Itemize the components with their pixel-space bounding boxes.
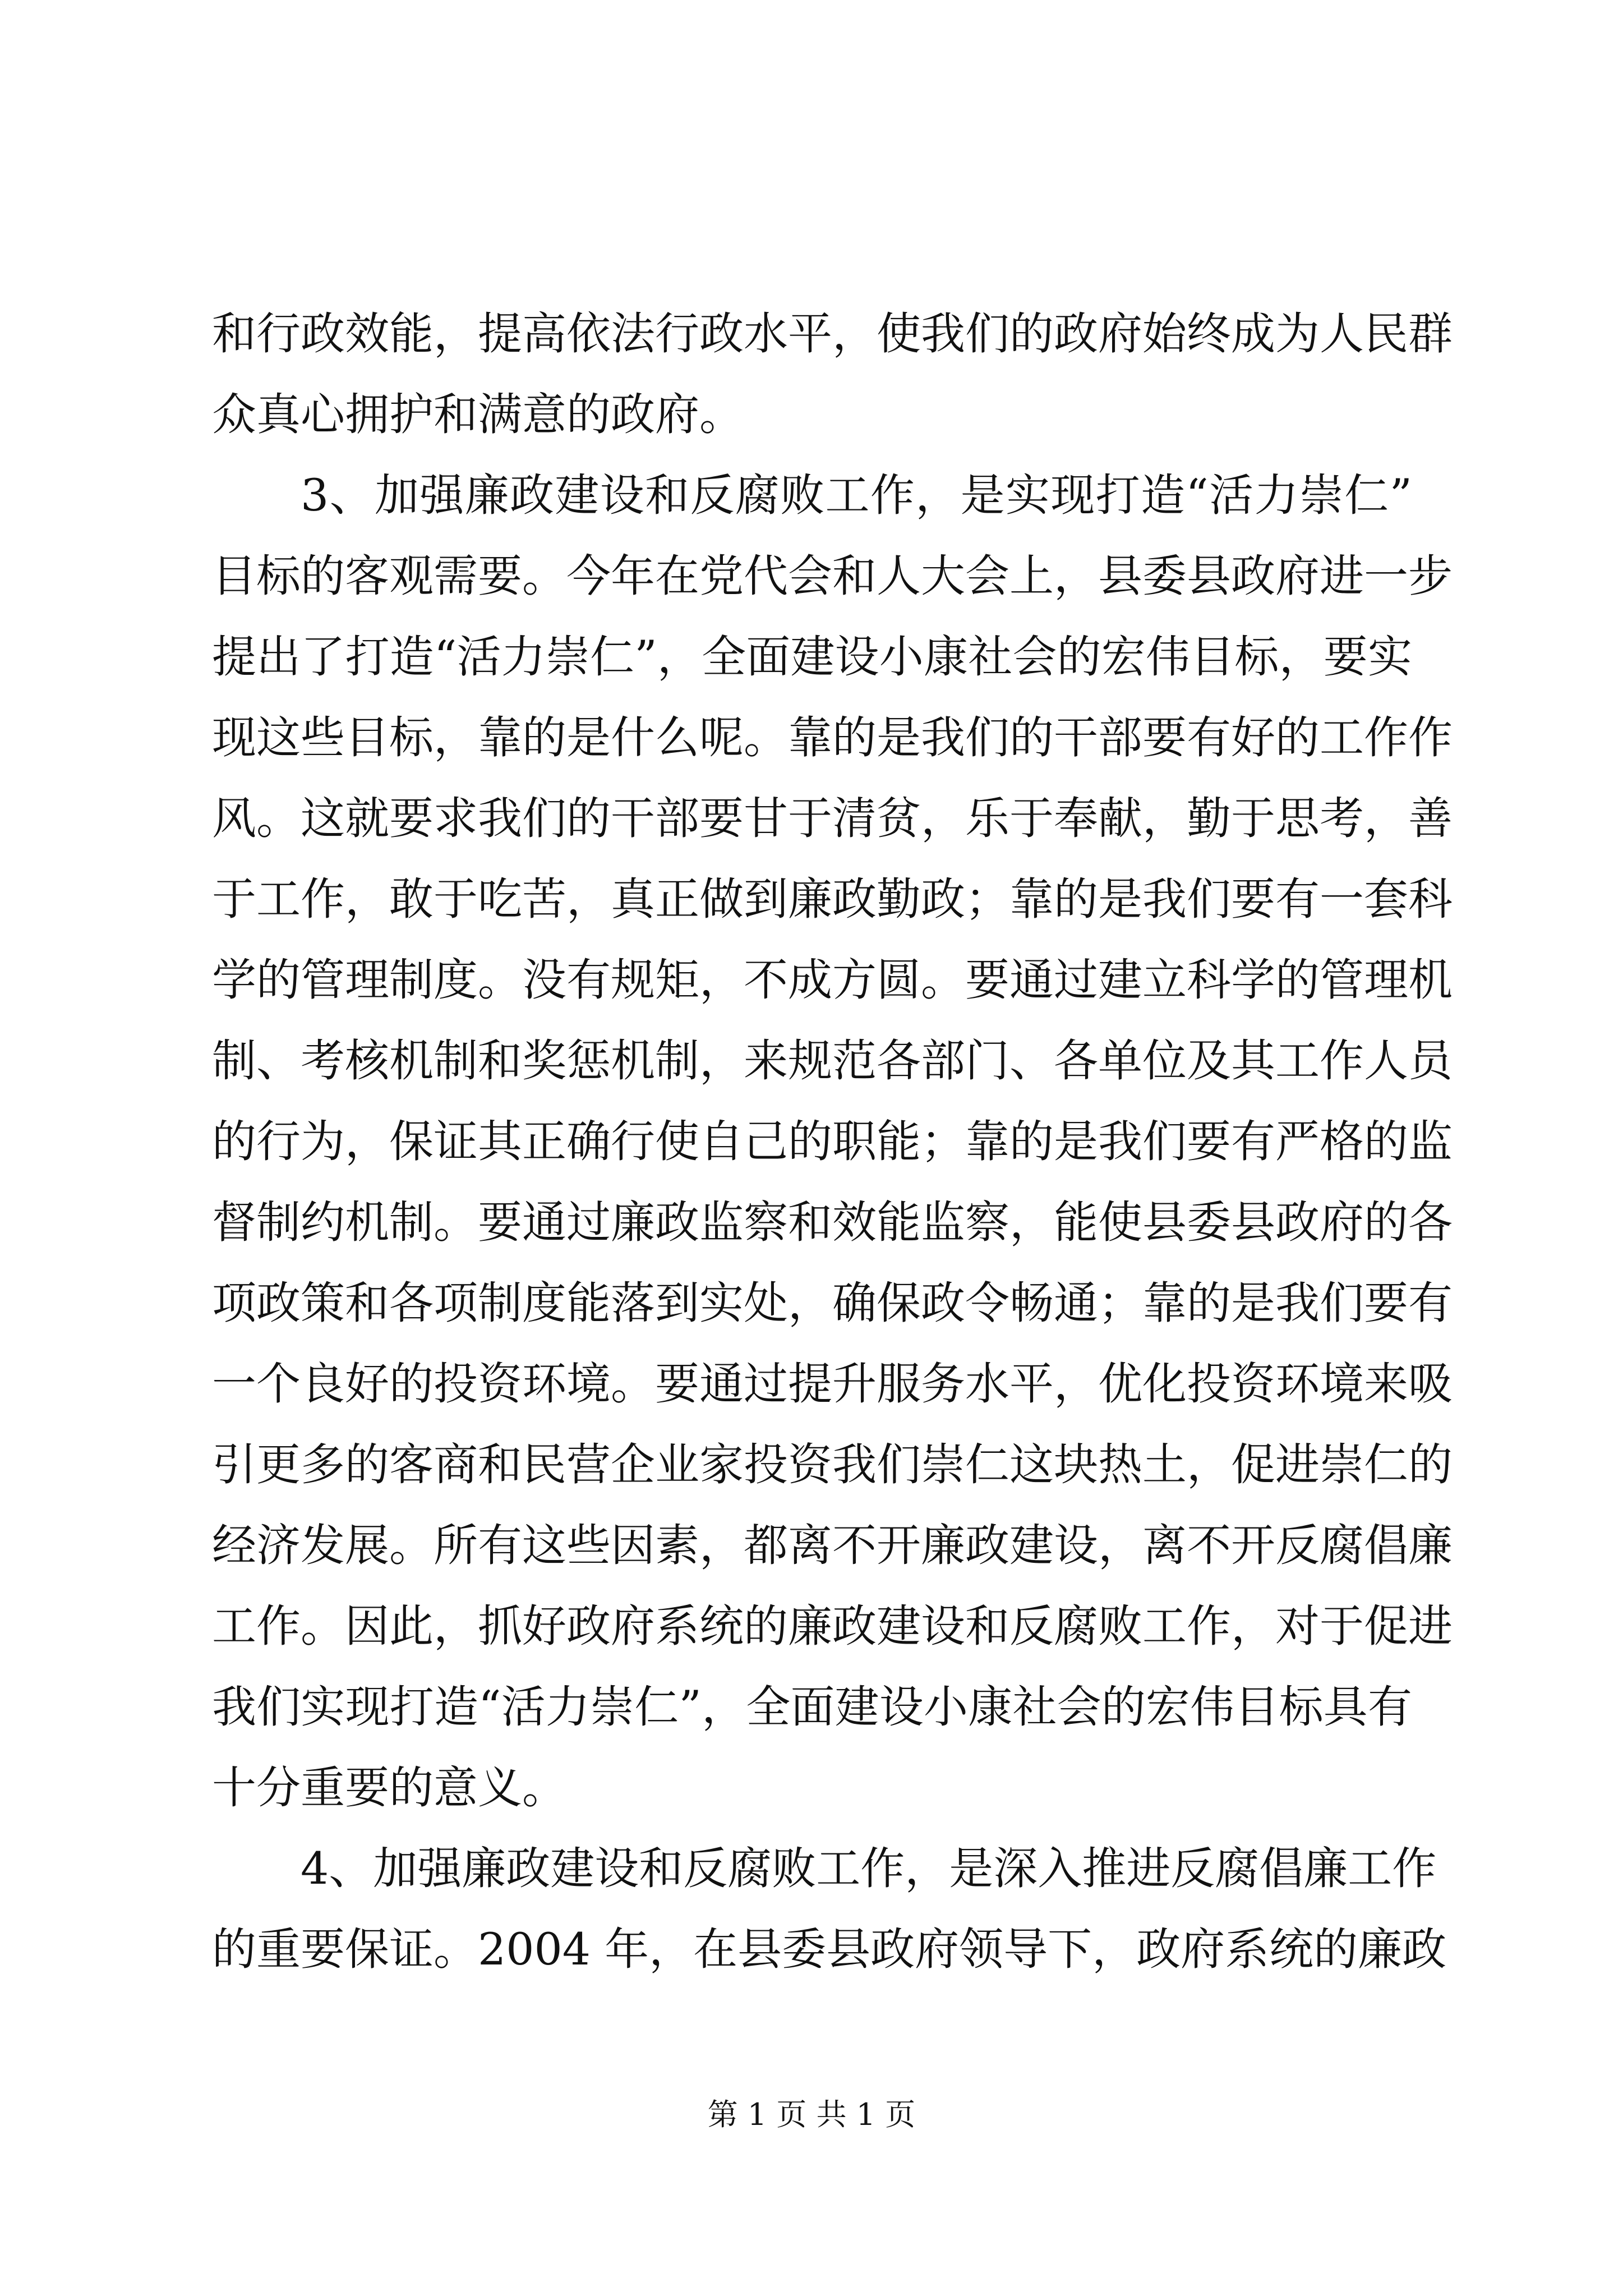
text-line: 于工作，敢于吃苦，真正做到廉政勤政；靠的是我们要有一套科 [212, 873, 1453, 925]
text-line: 众真心拥护和满意的政府。 [212, 389, 744, 440]
text-line: 和行政效能，提高依法行政水平，使我们的政府始终成为人民群 [212, 308, 1453, 360]
text-line: 提出了打造“活力崇仁”，全面建设小康社会的宏伟目标，要实 [212, 631, 1412, 683]
text-line: 的重要保证。2004 年，在县委县政府领导下，政府系统的廉政 [212, 1924, 1447, 1975]
text-line: 一个良好的投资环境。要通过提升服务水平，优化投资环境来吸 [212, 1358, 1453, 1410]
paragraph-4-first-line: 4、加强廉政建设和反腐败工作，是深入推进反腐倡廉工作 [301, 1843, 1437, 1894]
text-line: 现这些目标，靠的是什么呢。靠的是我们的干部要有好的工作作 [212, 712, 1453, 763]
text-line: 的行为，保证其正确行使自己的职能；靠的是我们要有严格的监 [212, 1116, 1453, 1167]
text-line: 十分重要的意义。 [212, 1762, 566, 1814]
text-line: 引更多的客商和民营企业家投资我们崇仁这块热土，促进崇仁的 [212, 1439, 1453, 1490]
text-line: 项政策和各项制度能落到实处，确保政令畅通；靠的是我们要有 [212, 1277, 1453, 1329]
page-footer [0, 2095, 1623, 2134]
text-line: 风。这就要求我们的干部要甘于清贫，乐于奉献，勤于思考，善 [212, 793, 1453, 844]
text-line: 工作。因此，抓好政府系统的廉政建设和反腐败工作，对于促进 [212, 1600, 1453, 1652]
text-line: 我们实现打造“活力崇仁”，全面建设小康社会的宏伟目标具有 [212, 1681, 1412, 1733]
text-line: 目标的客观需要。今年在党代会和人大会上，县委县政府进一步 [212, 550, 1453, 602]
text-line: 经济发展。所有这些因素，都离不开廉政建设，离不开反腐倡廉 [212, 1520, 1453, 1571]
paragraph-3-first-line: 3、加强廉政建设和反腐败工作，是实现打造“活力崇仁” [301, 470, 1412, 521]
document-body [212, 293, 1453, 1990]
text-line: 督制约机制。要通过廉政监察和效能监察，能使县委县政府的各 [212, 1197, 1453, 1248]
page-number-label: 第 1 页 共 1 页 [707, 2097, 916, 2132]
text-line: 学的管理制度。没有规矩，不成方圆。要通过建立科学的管理机 [212, 954, 1453, 1006]
text-line: 制、考核机制和奖惩机制，来规范各部门、各单位及其工作人员 [212, 1035, 1453, 1087]
